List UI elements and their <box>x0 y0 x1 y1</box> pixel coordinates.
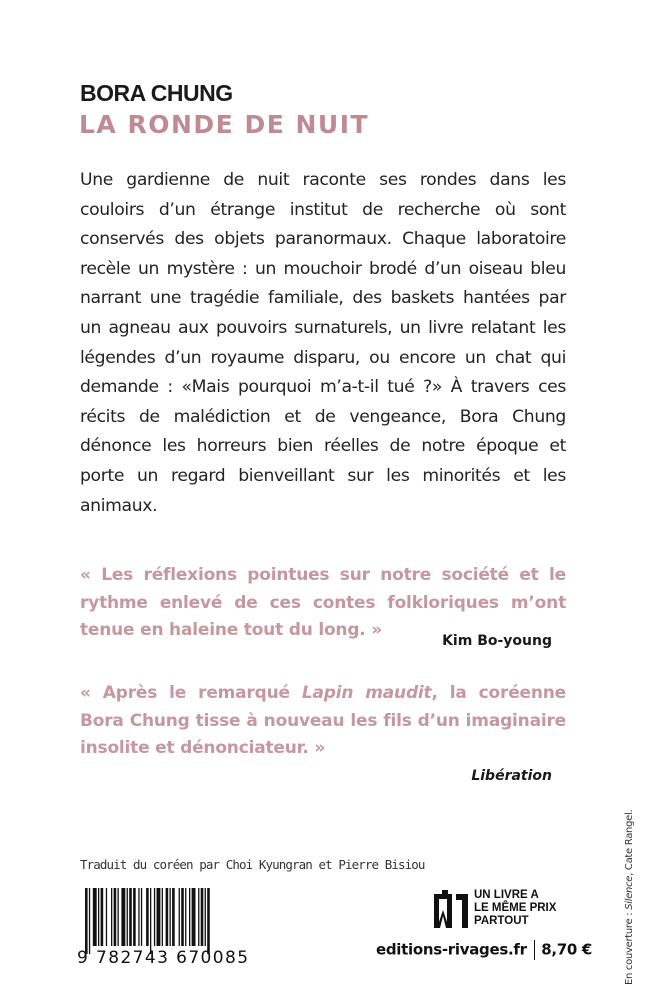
barcode-bar <box>170 888 171 946</box>
barcode-bar <box>141 888 142 946</box>
barcode-bar <box>189 888 190 946</box>
barcode-bar <box>127 888 128 946</box>
credit-artist: , Cate Rangel. <box>624 809 635 876</box>
barcode-bar <box>146 888 149 946</box>
logo-line-1: UN LIVRE A <box>474 889 539 901</box>
barcode-bar <box>85 888 88 954</box>
barcode-bar <box>121 888 125 946</box>
book-price: 8,70 € <box>541 940 593 959</box>
barcode-bar <box>162 888 163 946</box>
publisher-website: editions-rivages.fr <box>376 940 527 959</box>
barcode-bar <box>106 888 107 946</box>
barcode-bar <box>185 888 186 946</box>
barcode-bar <box>205 888 206 946</box>
barcode-bar <box>101 888 104 946</box>
barcode-icon <box>85 888 255 954</box>
book-title: LA RONDE DE NUIT <box>79 110 370 139</box>
barcode-bar <box>179 888 180 946</box>
review-quote-1: « Les réflexions pointues sur notre société et le rythme enlevé de ces contes folkloriques m’ont tenue en haleine tout du long. » <box>80 565 566 640</box>
barcode-bar <box>201 888 204 946</box>
quote-text-start: « Après le remarqué <box>80 683 302 703</box>
barcode-bar <box>207 888 210 954</box>
artwork-title: Silence <box>624 875 635 910</box>
barcode-bar <box>157 888 161 946</box>
cover-credit <box>624 810 635 985</box>
logo-line-2: LE MÊME PRIX <box>474 902 557 914</box>
credit-prefix: En couverture : <box>624 909 635 985</box>
price-logo-text <box>474 889 556 928</box>
translator-credit: Traduit du coréen par Choi Kyungran et Pierre Bisiou <box>80 857 425 872</box>
barcode-bar <box>138 888 139 946</box>
book-blurb: Une gardienne de nuit raconte ses rondes dans les couloirs d’un étrange institut de recherche où sont conservés des objets paranormaux. Chaque laboratoire recèle un mystère : un mouchoir brodé d’un oiseau bleu narrant une tragédie familiale, des baskets hantées par un agneau aux pouvoirs surnaturels, un livre relatant les légendes d’un royaume disparu, ou encore un chat qui demande : «Mais pourquoi m’a-t-il tué ?» À travers ces récits de malédiction et de vengeance, Bora Chung dénonce les horreurs bien réelles de notre époque et porte un regard bienveillant sur les minorités et les animaux. <box>80 170 566 516</box>
quote-text-end: , la coréenne Bora Chung tisse à nouveau les fils d’un imaginaire insolite et dénonciateur. » <box>80 683 567 758</box>
review-quote-2 <box>80 680 566 763</box>
logo-line-3: PARTOUT <box>474 915 529 927</box>
author-name: BORA CHUNG <box>80 80 233 106</box>
barcode-bar <box>198 888 199 946</box>
review-attribution-2: Libération <box>471 768 552 784</box>
barcode-bar <box>150 888 151 954</box>
divider <box>534 940 536 960</box>
barcode-bar <box>93 888 97 946</box>
publisher-footer <box>376 940 592 960</box>
barcode-bar <box>89 888 90 954</box>
barcode-bar <box>154 888 155 946</box>
review-attribution-1: Kim Bo-young <box>442 633 552 649</box>
barcode-bar <box>118 888 119 946</box>
quoted-book-title: Lapin maudit <box>301 683 432 703</box>
price-logo-icon <box>432 888 472 930</box>
barcode-bar <box>114 888 117 946</box>
barcode-bar <box>181 888 184 946</box>
barcode-bar <box>98 888 99 946</box>
barcode-bar <box>166 888 169 946</box>
barcode-bar <box>129 888 132 946</box>
isbn-number: 9 782743 670085 <box>77 948 250 968</box>
barcode-bar <box>192 888 196 946</box>
barcode-bar <box>172 888 175 946</box>
barcode-bar <box>133 888 136 946</box>
barcode-bar <box>111 888 112 946</box>
